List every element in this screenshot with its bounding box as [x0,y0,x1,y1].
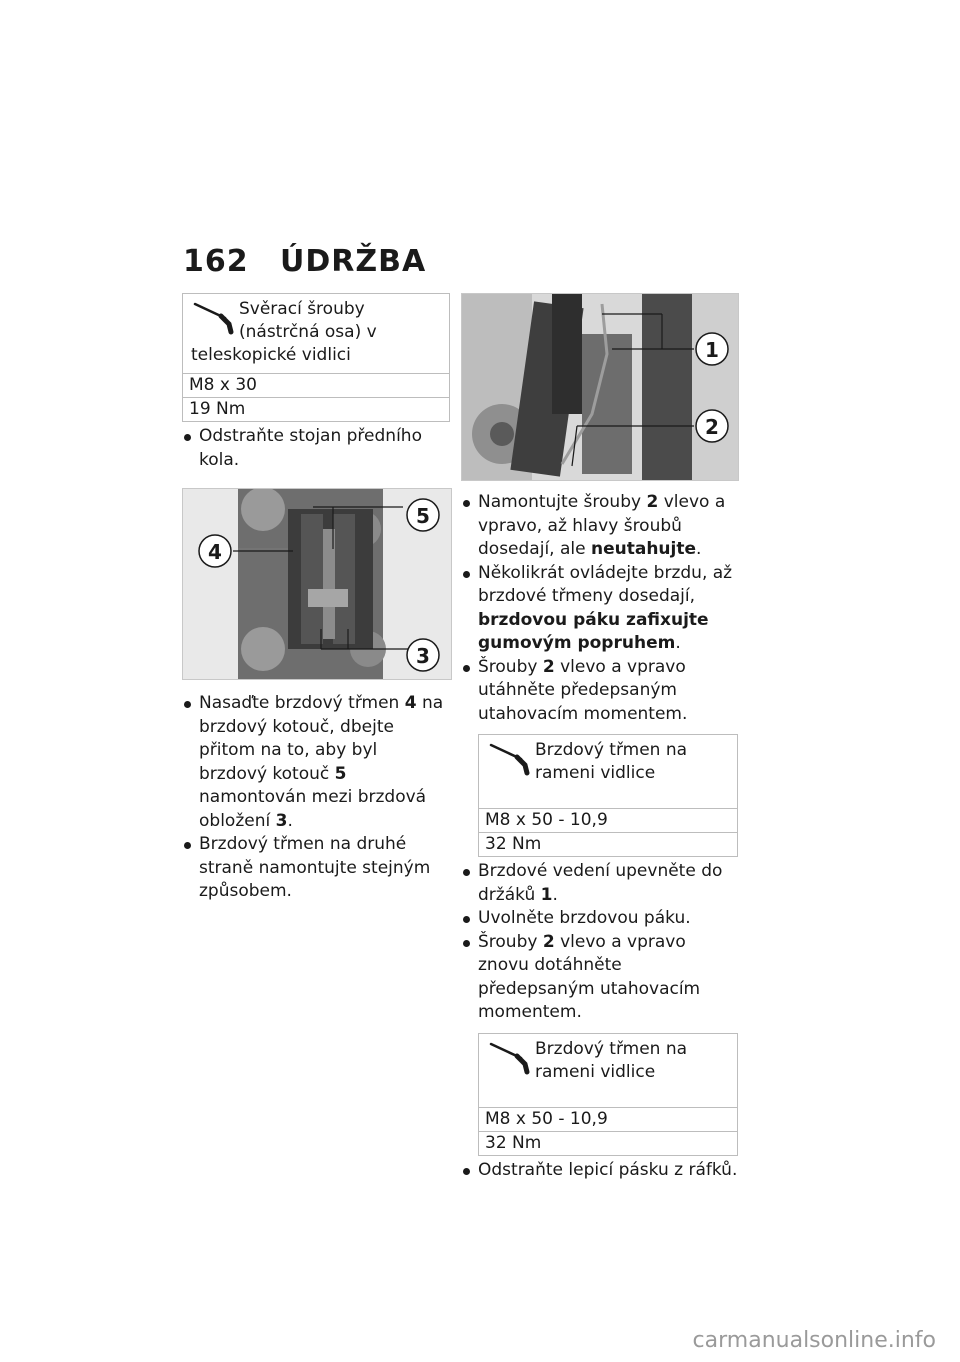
torque-spec-text: Svěrací šrouby (nástrčná osa) v teleskopické vidlici [191,299,377,365]
torque-spec-description [183,294,449,374]
step-release-lever: Uvolněte brzdovou páku. [461,907,738,931]
torque-wrench-icon [191,298,237,336]
step-other-side: Brzdový třmen na druhé straně namontujte stejným způsobem. [182,833,450,904]
bolt-size: M8 x 30 [183,374,449,398]
callout-4 [199,535,231,567]
torque-spec-text: Brzdový třmen na rameni vidlice [535,740,688,783]
callout-2 [696,410,728,442]
callout-1-label: 1 [705,338,719,362]
right-column [461,293,738,1182]
fork-caliper-photo [462,294,738,480]
torque-value: 19 Nm [189,399,246,419]
callout-1 [696,333,728,365]
page-header [183,244,426,279]
step-tighten-bolts: Šrouby 2 vlevo a vpravo utáhněte předepsaným utahovacím momentem. [461,656,738,727]
callout-2-label: 2 [705,415,719,439]
figure-fork-caliper [461,293,739,481]
callout-3 [407,639,439,671]
torque-wrench-icon [487,1038,533,1076]
watermark: carmanualsonline.info [692,1328,936,1353]
brake-caliper-photo [183,489,451,679]
torque-wrench-icon [487,739,533,777]
torque-value: 32 Nm [485,1132,542,1153]
section-title: ÚDRŽBA [280,244,427,279]
torque-spec-description [479,1034,737,1108]
torque-spec-description [479,735,737,809]
step-operate-brake: Několikrát ovládejte brzdu, až brzdové třmeny dosedají, brzdovou páku zafixujte gumovým popruhem. [461,562,738,656]
figure-brake-pads [182,488,452,680]
bolt-size: M8 x 50 - 10,9 [479,1108,737,1132]
step-remove-stand: Odstraňte stojan předního kola. [182,425,450,472]
page-number: 162 [183,244,249,279]
callout-3-label: 3 [416,644,430,668]
step-fit-caliper: Nasaďte brzdový třmen 4 na brzdový kotouč, dbejte přitom na to, aby byl brzdový kotouč 5 namontován mezi brzdová obložení 3. [182,692,450,833]
torque-spec-box [478,734,738,857]
bolt-size: M8 x 50 - 10,9 [479,809,737,833]
step-fit-bolts: Namontujte šrouby 2 vlevo a vpravo, až hlavy šroubů dosedají, ale neutahujte. [461,491,738,562]
torque-spec-text: Brzdový třmen na rameni vidlice [535,1038,688,1082]
left-column [182,293,450,904]
step-retighten-bolts: Šrouby 2 vlevo a vpravo znovu dotáhněte předepsaným utahovacím momentem. [461,931,738,1025]
callout-5 [407,499,439,531]
callout-4-label: 4 [208,540,222,564]
torque-value: 32 Nm [485,834,542,854]
torque-spec-box [478,1033,738,1156]
step-remove-tape: Odstraňte lepicí pásku z ráfků. [461,1159,738,1183]
torque-spec-box [182,293,450,422]
step-brake-line: Brzdové vedení upevněte do držáků 1. [461,860,738,907]
callout-5-label: 5 [416,504,430,528]
